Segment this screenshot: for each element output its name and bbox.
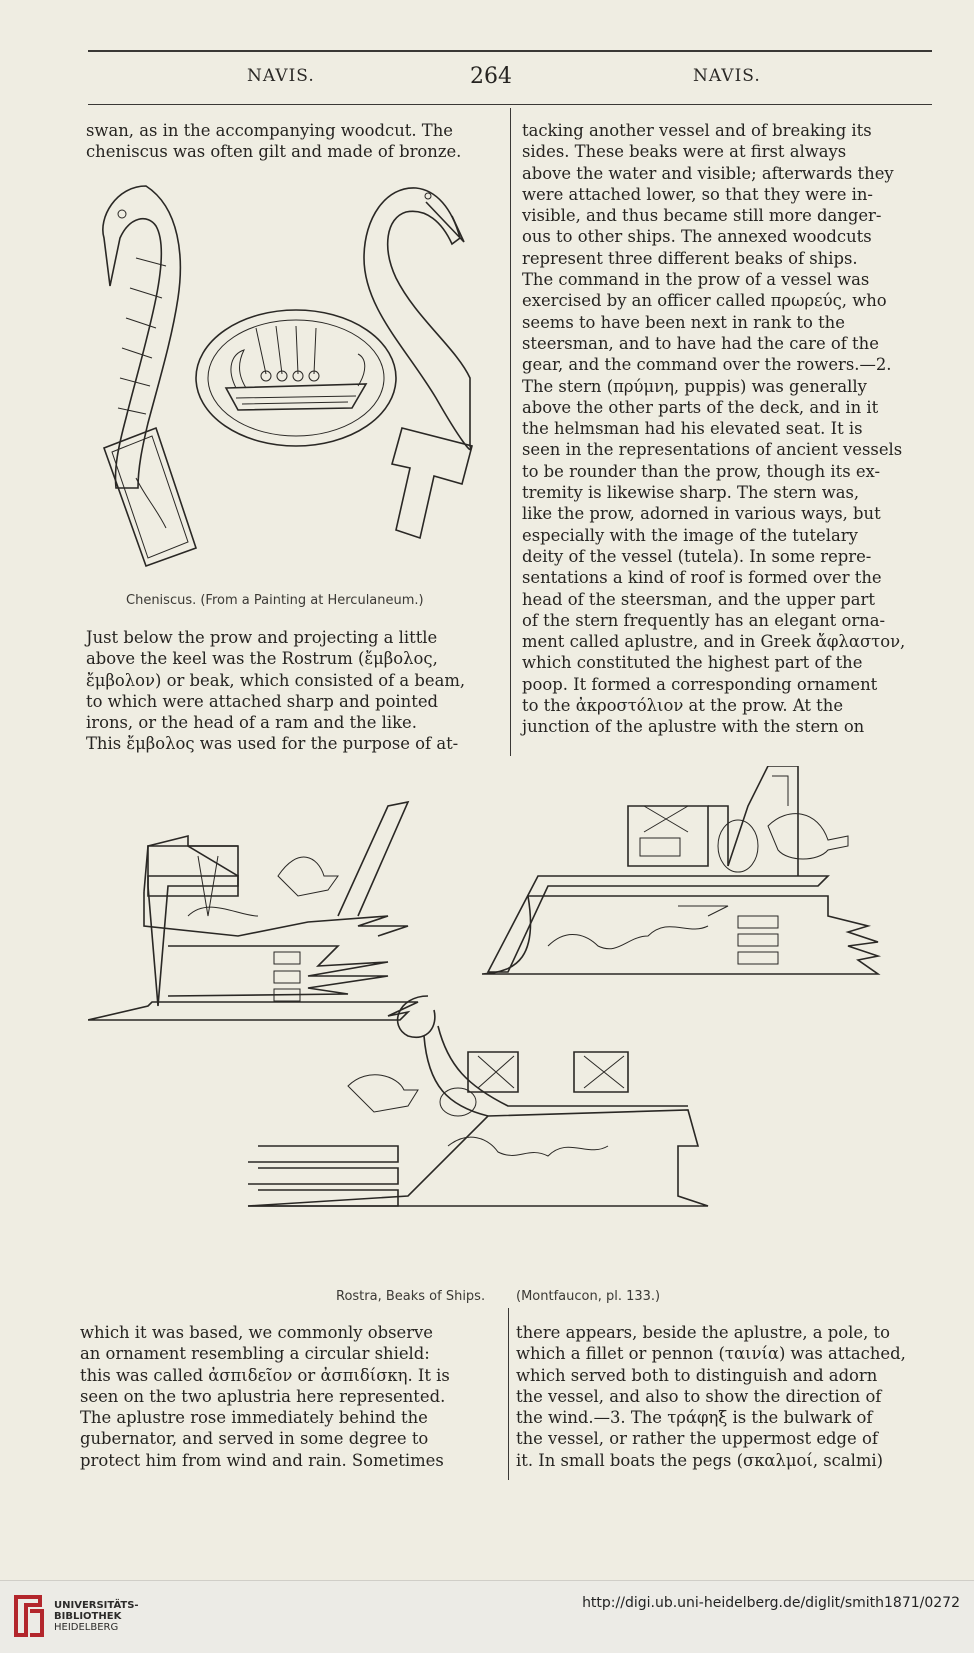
left-column-bottom — [80, 1322, 496, 1471]
text-line: the wind.—3. The τράφηξ is the bulwark of — [516, 1408, 873, 1428]
ship-in-medallion — [226, 326, 366, 410]
text-line: irons, or the head of a ram and the like. — [86, 713, 417, 733]
left-bracket — [104, 428, 196, 566]
text-line: especially with the image of the tutelary — [522, 525, 858, 545]
page-number: 264 — [470, 64, 512, 89]
text-line: junction of the aplustre with the stern on — [522, 717, 865, 737]
text-line: the helmsman had his elevated seat. It is — [522, 419, 863, 439]
right-swan-neck — [364, 188, 471, 450]
text-line: seen on the two aplustria here represented. — [80, 1386, 446, 1406]
text-line: represent three different beaks of ships. — [522, 248, 858, 268]
beak-left — [88, 802, 418, 1020]
column-divider-top — [510, 108, 511, 756]
text-line: ous to other ships. The annexed woodcuts — [522, 227, 872, 247]
text-line: The aplustre rose immediately behind the — [80, 1408, 428, 1428]
library-name-line: UNIVERSITÄTS- — [54, 1600, 139, 1611]
library-name-line: HEIDELBERG — [54, 1622, 119, 1633]
text-line: swan, as in the accompanying woodcut. The — [86, 121, 453, 140]
header-rule — [88, 104, 932, 105]
text-line: like the prow, adorned in various ways, but — [522, 504, 881, 524]
beak-right — [482, 766, 878, 974]
text-line: tremity is likewise sharp. The stern was, — [522, 483, 860, 503]
rostra-illustration — [88, 766, 938, 1276]
text-line: this was called ἀσπιδεῖον or ἀσπιδίσκη. It is — [80, 1365, 450, 1385]
text-line: the vessel, and also to show the direction of — [516, 1386, 882, 1406]
text-line: seems to have been next in rank to the — [522, 312, 845, 332]
text-line: gear, and the command over the rowers.—2. — [522, 355, 892, 375]
right-column-top — [522, 120, 938, 738]
text-line: above the water and visible; afterwards they — [522, 163, 894, 183]
text-line: above the other parts of the deck, and in it — [522, 397, 879, 417]
library-logo-icon — [10, 1593, 48, 1639]
figure2-caption-right: (Montfaucon, pl. 133.) — [516, 1289, 661, 1304]
text-line: poop. It formed a corresponding ornament — [522, 674, 878, 694]
text-line: were attached lower, so that they were in- — [522, 184, 873, 204]
footer-bar — [0, 1580, 974, 1653]
text-line: to the ἀκροστόλιον at the prow. At the — [522, 696, 844, 716]
text-line: which served both to distinguish and adorn — [516, 1365, 878, 1385]
figure1-caption: Cheniscus. (From a Painting at Herculaneum.) — [126, 593, 424, 608]
text-line: deity of the vessel (tutela). In some repre- — [522, 546, 872, 566]
text-line: it. In small boats the pegs (σκαλμοί, scalmi) — [516, 1450, 884, 1470]
left-swan-neck — [103, 186, 180, 488]
header-left: NAVIS. — [247, 66, 315, 86]
text-line: which a fillet or pennon (ταινία) was attached, — [516, 1344, 906, 1364]
left-column-middle — [86, 627, 502, 755]
text-line: above the keel was the Rostrum (ἔμβολος, — [86, 649, 438, 669]
text-line: gubernator, and served in some degree to — [80, 1429, 429, 1449]
text-line: The stern (πρύμνη, puppis) was generally — [522, 376, 867, 396]
text-line: Just below the prow and projecting a little — [86, 628, 438, 647]
text-line: to which were attached sharp and pointed — [86, 691, 439, 711]
library-name-line: BIBLIOTHEK — [54, 1611, 122, 1622]
text-line: which constituted the highest part of the — [522, 653, 863, 673]
text-line: head of the steersman, and the upper part — [522, 589, 875, 609]
text-line: The command in the prow of a vessel was — [522, 270, 870, 290]
right-bracket — [392, 428, 472, 538]
text-line: ἔμβολον) or beak, which consisted of a beam, — [86, 670, 466, 690]
text-line: This ἔμβολος was used for the purpose of at- — [86, 734, 459, 754]
cheniscus-illustration — [86, 178, 506, 576]
header-right: NAVIS. — [693, 66, 761, 86]
text-line: to be rounder than the prow, though its ex- — [522, 461, 881, 481]
text-line: sides. These beaks were at first always — [522, 142, 847, 162]
text-line: steersman, and to have had the care of the — [522, 333, 879, 353]
text-line: there appears, beside the aplustre, a pole, to — [516, 1323, 890, 1342]
figure2-caption-left: Rostra, Beaks of Ships. — [336, 1289, 486, 1304]
column-divider-bottom — [508, 1308, 509, 1480]
text-line: tacking another vessel and of breaking its — [522, 121, 872, 140]
text-line: an ornament resembling a circular shield: — [80, 1344, 430, 1364]
beak-bottom — [248, 996, 708, 1206]
text-line: visible, and thus became still more danger- — [522, 206, 882, 226]
library-name — [54, 1600, 139, 1633]
left-column-top — [86, 120, 502, 163]
text-line: exercised by an officer called πρωρεύς, who — [522, 291, 887, 311]
top-rule — [88, 50, 932, 52]
text-line: protect him from wind and rain. Sometimes — [80, 1450, 444, 1470]
text-line: cheniscus was often gilt and made of bronze. — [86, 142, 462, 162]
text-line: the vessel, or rather the uppermost edge of — [516, 1429, 878, 1449]
text-line: which it was based, we commonly observe — [80, 1323, 433, 1342]
right-column-bottom — [516, 1322, 934, 1471]
text-line: ment called aplustre, and in Greek ἄφλαστον, — [522, 632, 906, 652]
text-line: of the stern frequently has an elegant orna- — [522, 610, 886, 630]
text-line: sentations a kind of roof is formed over the — [522, 568, 882, 588]
text-line: seen in the representations of ancient vessels — [522, 440, 903, 460]
source-url-link[interactable]: http://digi.ub.uni-heidelberg.de/diglit/smith1871/0272 — [582, 1595, 960, 1611]
